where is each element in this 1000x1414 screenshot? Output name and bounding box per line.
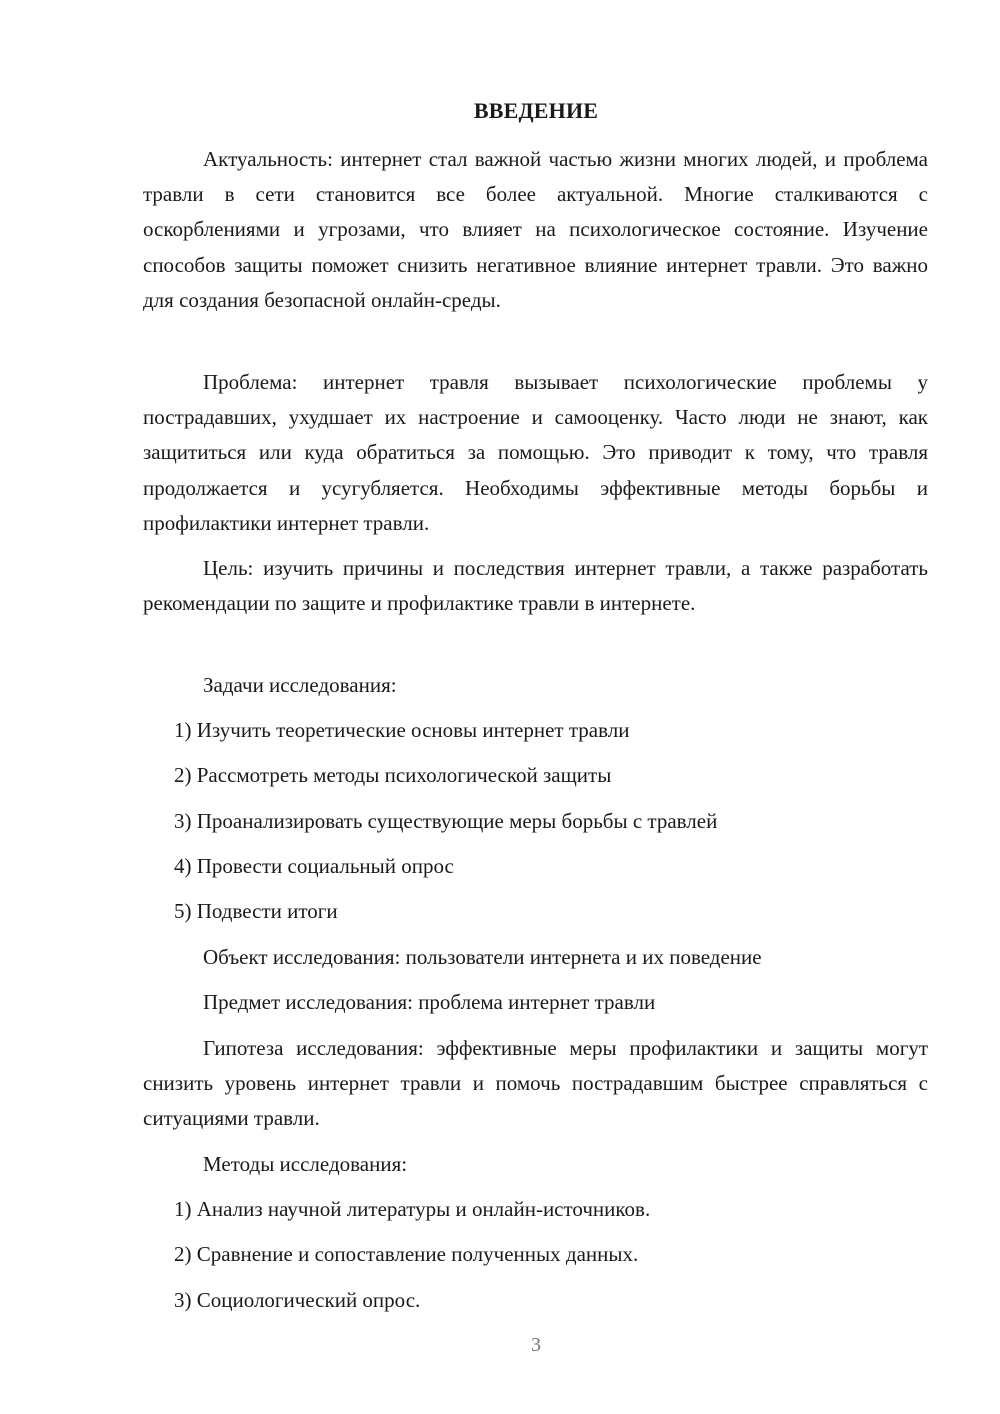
section-heading: ВВЕДЕНИЕ <box>473 98 599 123</box>
relevance-paragraph: Актуальность: интернет стал важной частью жизни многих людей, и проблема травли в сети становится все более актуальной. Многие сталкиваются с оскорблениями и угрозами, что влияет на психологическое состояние. Изучение способов защиты поможет снизить негативное влияние интернет травли. Это важно для создания безопасной онлайн-среды. <box>143 147 928 312</box>
task-item: 5) Подвести итоги <box>174 899 338 923</box>
method-item: 1) Анализ научной литературы и онлайн-источников. <box>174 1197 651 1221</box>
task-item: 3) Проанализировать существующие меры борьбы с травлей <box>174 809 718 833</box>
tasks-label: Задачи исследования: <box>203 673 397 697</box>
method-item: 3) Социологический опрос. <box>174 1288 421 1312</box>
subject-line: Предмет исследования: проблема интернет травли <box>203 990 656 1014</box>
object-line: Объект исследования: пользователи интернета и их поведение <box>203 945 762 969</box>
goal-paragraph: Цель: изучить причины и последствия интернет травли, а также разработать рекомендации по защите и профилактике травли в интернете. <box>143 556 928 616</box>
task-item: 4) Провести социальный опрос <box>174 854 454 878</box>
hypothesis-paragraph: Гипотеза исследования: эффективные меры профилактики и защиты могут снизить уровень интернет травли и помочь пострадавшим быстрее справляться с ситуациями травли. <box>143 1036 928 1131</box>
task-item: 1) Изучить теоретические основы интернет травли <box>174 718 630 742</box>
method-item: 2) Сравнение и сопоставление полученных данных. <box>174 1242 639 1266</box>
task-item: 2) Рассмотреть методы психологической защиты <box>174 763 612 787</box>
page-number: 3 <box>531 1334 541 1356</box>
methods-label: Методы исследования: <box>203 1152 408 1176</box>
problem-paragraph: Проблема: интернет травля вызывает психологические проблемы у пострадавших, ухудшает их настроение и самооценку. Часто люди не знают, как защититься или куда обратиться за помощью. Это приводит к тому, что травля продолжается и усугубляется. Необходимы эффективные методы борьбы и профилактики интернет травли. <box>143 370 928 535</box>
